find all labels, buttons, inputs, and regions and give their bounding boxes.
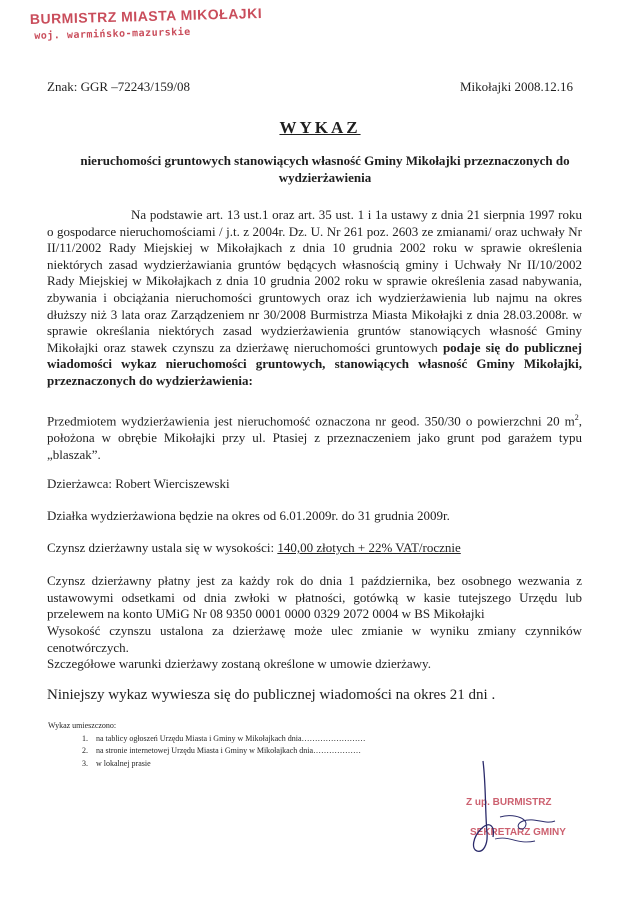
intro-bold-text: podaje się do publicznej wiadomości wykaz nieruchomości gruntowych, stanowiących własność Gminy Mikołajki, przeznaczonych do wydzierżawienia: xyxy=(47,339,582,388)
posted-item: 1. na tablicy ogłoszeń Urzędu Miasta i Gminy w Mikołajkach dnia…………………… xyxy=(90,733,428,746)
header-stamp xyxy=(30,5,263,42)
tenant-line: Dzierżawca: Robert Wierciszewski xyxy=(47,476,230,491)
rent-label: Czynsz dzierżawny ustala się w wysokości: xyxy=(47,540,278,555)
terms-paragraph: Szczegółowe warunki dzierżawy zostaną określone w umowie dzierżawy. xyxy=(47,656,431,671)
place-date: Mikołajki 2008.12.16 xyxy=(459,79,573,94)
posted-item: 3. w lokalnej prasie xyxy=(90,758,428,771)
rent-value: 140,00 złotych + 22% VAT/rocznie xyxy=(277,540,461,555)
document-subtitle: nieruchomości gruntowych stanowiących własność Gminy Mikołajki przeznaczonych do wydzierżawienia xyxy=(80,153,570,185)
payment-paragraph: Czynsz dzierżawny płatny jest za każdy rok do dnia 1 października, bez osobnego wezwania z ustawowymi odsetkami od dnia zwłoki w płatności, gotówką w kasie tutejszego Urzędu lub przelewem na konto UMiG Nr 08 9350 0001 0000 0329 2072 0004 w BS Mikołajki xyxy=(47,573,582,622)
document-sign: Znak: GGR –72243/159/08 xyxy=(47,79,190,94)
document-title: WYKAZ xyxy=(279,118,361,137)
intro-text: Na podstawie art. 13 ust.1 oraz art. 35 ust. 1 i 1a ustawy z dnia 21 sierpnia 1997 roku o gospodarce nieruchomościami / j.t. z 2004r. Dz. U. Nr 261 poz. 2603 ze zmianami/ oraz uchwały Nr II/11/2002 Rady Miejskiej w Mikołajkach z dnia 10 grudnia 2002 roku w sprawie określenia niektórych zasad wydzierżawiania gruntów będących własnością gminy i Uchwały Nr II/10/2002 Rady Miejskiej w Mikołajkach z dnia 10 grudnia 2002 roku w sprawie określenia zasad nabywania, zbywania i obciążania nieruchomości gruntowych oraz ich wydzierżawienia lub najmu na okres dłuższy niż 3 lata oraz Zarządzeniem nr 30/2008 Burmistrza Miasta Mikołajki z dnia 28.03.2008r. w sprawie określania niektórych zasad wydzierżawienia gruntów stanowiących własność Gminy Mikołajki oraz stawek czynszu za dzierżawę nieruchomości gruntowych xyxy=(47,207,582,355)
posted-heading: Wykaz umieszczono: xyxy=(48,721,117,730)
rent-line xyxy=(47,540,582,557)
stamp-line-1: BURMISTRZ MIASTA MIKOŁAJKI xyxy=(29,4,263,28)
stamp-line-2: woj. warmińsko-mazurskie xyxy=(34,26,191,42)
intro-paragraph xyxy=(47,207,582,390)
subject-text-2: , położona w obrębie Mikołajki przy ul. Ptasiej z przeznaczeniem jako grunt pod garażem typu „blaszak”. xyxy=(47,413,582,462)
change-paragraph: Wysokość czynszu ustalona za dzierżawę może ulec zmianie w wyniku zmiany czynników cenotwórczych. xyxy=(47,623,582,655)
period-line: Działka wydzierżawiona będzie na okres od 6.01.2009r. do 31 grudnia 2009r. xyxy=(47,508,450,523)
handwritten-signature xyxy=(455,755,585,865)
signature-stamp-line-2: SEKRETARZ GMINY xyxy=(470,827,566,838)
subject-paragraph xyxy=(47,410,582,463)
posted-item: 2. na stronie internetowej Urzędu Miasta i Gminy w Mikołajkach dnia……………… xyxy=(90,745,428,758)
notice-line: Niniejszy wykaz wywiesza się do publicznej wiadomości na okres 21 dni . xyxy=(47,687,496,703)
posted-list xyxy=(48,720,428,770)
signature-stamp-line-1: Z up. BURMISTRZ xyxy=(466,797,552,808)
subject-text-1: Przedmiotem wydzierżawienia jest nieruchomość oznaczona nr geod. 350/30 o powierzchni 20 m xyxy=(47,413,575,429)
subject-sup: 2 xyxy=(574,413,579,422)
